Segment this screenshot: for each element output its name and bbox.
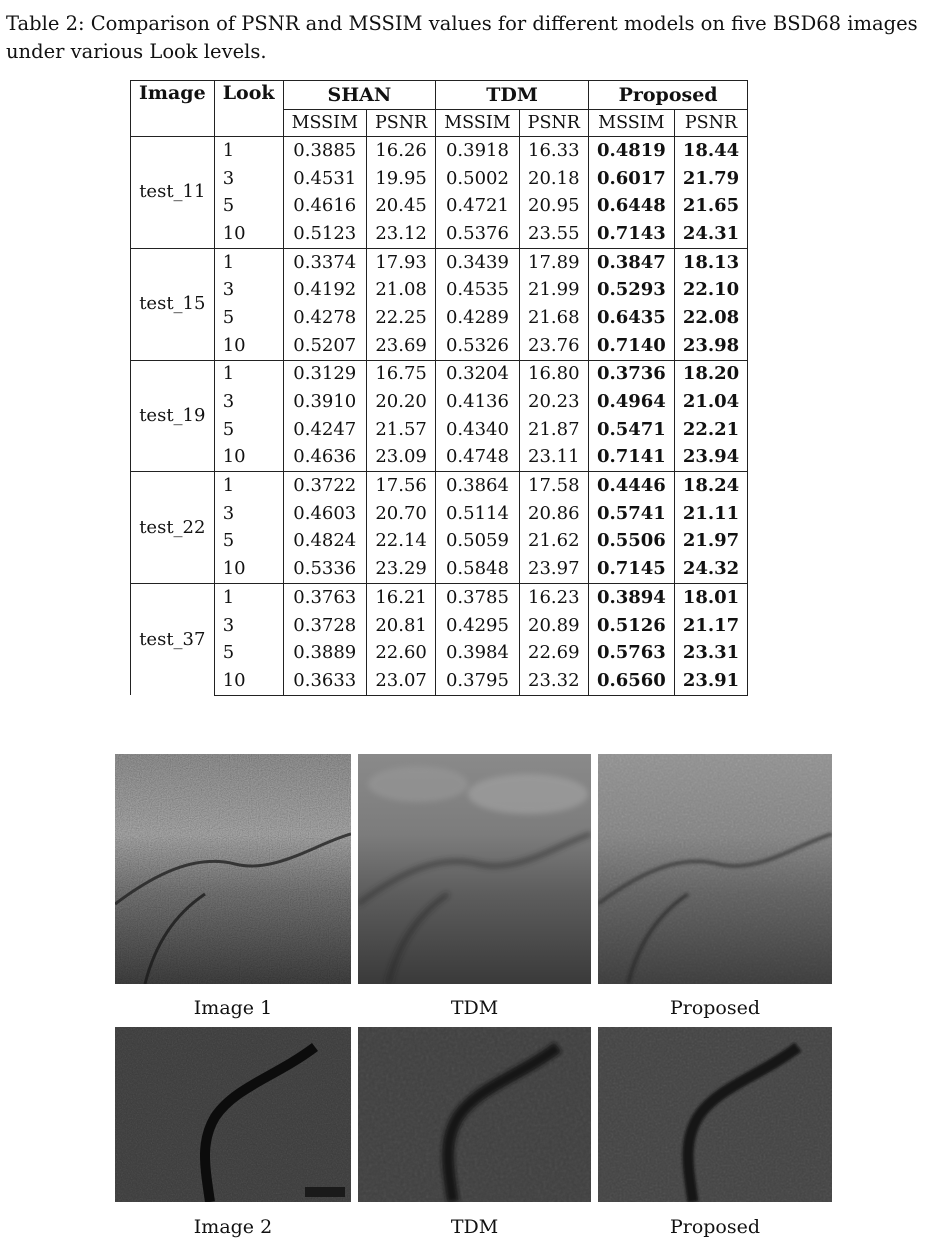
look-cell: 10 (214, 332, 283, 360)
value-cell: 16.26 (366, 137, 435, 165)
value-cell: 0.5376 (436, 220, 519, 248)
value-cell: 0.4278 (283, 304, 366, 332)
value-cell: 16.75 (366, 360, 435, 388)
value-cell: 20.20 (366, 388, 435, 416)
value-cell: 0.4636 (283, 444, 366, 472)
value-cell: 0.5741 (588, 500, 674, 528)
table-row (131, 332, 748, 360)
table-group (131, 472, 748, 584)
value-cell: 0.3763 (283, 584, 366, 612)
look-cell: 1 (214, 137, 283, 165)
value-cell: 21.65 (674, 192, 747, 220)
look-cell: 10 (214, 220, 283, 248)
value-cell: 18.20 (674, 360, 747, 388)
value-cell: 18.24 (674, 472, 747, 500)
table-caption: Table 2: Comparison of PSNR and MSSIM values for different models on five BSD68 images under various Look levels. (6, 12, 918, 63)
subheader-shan-psnr: PSNR (366, 110, 435, 137)
header-image: Image (131, 81, 215, 137)
table-group (131, 584, 748, 696)
figure-label-proposed-1: Proposed (669, 997, 761, 1019)
value-cell: 0.3889 (283, 639, 366, 667)
value-cell: 0.4964 (588, 388, 674, 416)
value-cell: 23.07 (366, 667, 435, 695)
table-row (131, 639, 748, 667)
subheader-proposed-psnr: PSNR (674, 110, 747, 137)
value-cell: 18.44 (674, 137, 747, 165)
value-cell: 0.7141 (588, 444, 674, 472)
value-cell: 0.4247 (283, 416, 366, 444)
value-cell: 20.95 (519, 192, 588, 220)
value-cell: 0.5059 (436, 528, 519, 556)
value-cell: 22.60 (366, 639, 435, 667)
value-cell: 22.69 (519, 639, 588, 667)
value-cell: 0.3910 (283, 388, 366, 416)
look-cell: 10 (214, 555, 283, 583)
value-cell: 23.98 (674, 332, 747, 360)
subheader-shan-mssim: MSSIM (283, 110, 366, 137)
value-cell: 23.69 (366, 332, 435, 360)
value-cell: 20.18 (519, 165, 588, 193)
value-cell: 23.32 (519, 667, 588, 695)
value-cell: 0.5336 (283, 555, 366, 583)
value-cell: 0.3795 (436, 667, 519, 695)
image-1-noisy-photo (115, 754, 351, 984)
value-cell: 20.86 (519, 500, 588, 528)
value-cell: 22.08 (674, 304, 747, 332)
value-cell: 0.3728 (283, 612, 366, 640)
value-cell: 16.23 (519, 584, 588, 612)
value-cell: 18.01 (674, 584, 747, 612)
figure-label-image-1: Image 1 (193, 997, 273, 1019)
header-group-proposed: Proposed (588, 81, 747, 110)
look-cell: 3 (214, 276, 283, 304)
value-cell: 24.32 (674, 555, 747, 583)
value-cell: 21.99 (519, 276, 588, 304)
value-cell: 0.4192 (283, 276, 366, 304)
value-cell: 22.14 (366, 528, 435, 556)
subheader-tdm-mssim: MSSIM (436, 110, 519, 137)
subheader-tdm-psnr: PSNR (519, 110, 588, 137)
table-row (131, 137, 748, 165)
value-cell: 23.09 (366, 444, 435, 472)
look-cell: 1 (214, 248, 283, 276)
value-cell: 19.95 (366, 165, 435, 193)
value-cell: 0.3129 (283, 360, 366, 388)
value-cell: 0.3847 (588, 248, 674, 276)
value-cell: 0.3633 (283, 667, 366, 695)
header-group-shan: SHAN (283, 81, 436, 110)
value-cell: 0.5506 (588, 528, 674, 556)
figure-label-tdm-1: TDM (450, 997, 499, 1019)
look-cell: 3 (214, 612, 283, 640)
value-cell: 21.68 (519, 304, 588, 332)
value-cell: 21.11 (674, 500, 747, 528)
value-cell: 0.5471 (588, 416, 674, 444)
value-cell: 23.91 (674, 667, 747, 695)
value-cell: 20.23 (519, 388, 588, 416)
value-cell: 23.12 (366, 220, 435, 248)
value-cell: 0.3918 (436, 137, 519, 165)
table-row (131, 304, 748, 332)
table-row (131, 555, 748, 583)
table-row (131, 667, 748, 695)
look-cell: 1 (214, 360, 283, 388)
value-cell: 0.3864 (436, 472, 519, 500)
table-group (131, 248, 748, 360)
table-row (131, 528, 748, 556)
value-cell: 21.17 (674, 612, 747, 640)
value-cell: 16.80 (519, 360, 588, 388)
value-cell: 0.5848 (436, 555, 519, 583)
value-cell: 0.5002 (436, 165, 519, 193)
look-cell: 10 (214, 667, 283, 695)
value-cell: 0.4289 (436, 304, 519, 332)
table-group (131, 137, 748, 249)
look-cell: 5 (214, 304, 283, 332)
value-cell: 20.89 (519, 612, 588, 640)
subheader-proposed-mssim: MSSIM (588, 110, 674, 137)
image-name-cell: test_19 (131, 360, 215, 472)
value-cell: 0.4136 (436, 388, 519, 416)
value-cell: 0.3894 (588, 584, 674, 612)
image-2-noisy-photo (115, 1027, 351, 1202)
value-cell: 0.6017 (588, 165, 674, 193)
value-cell: 0.4295 (436, 612, 519, 640)
value-cell: 0.6435 (588, 304, 674, 332)
figure-label-tdm-2: TDM (450, 1216, 499, 1238)
value-cell: 21.57 (366, 416, 435, 444)
table-row (131, 416, 748, 444)
value-cell: 21.87 (519, 416, 588, 444)
figure-label-image-2: Image 2 (193, 1216, 273, 1238)
value-cell: 21.62 (519, 528, 588, 556)
value-cell: 0.4616 (283, 192, 366, 220)
table-row (131, 220, 748, 248)
value-cell: 0.4824 (283, 528, 366, 556)
image-name-cell: test_22 (131, 472, 215, 584)
table-group (131, 360, 748, 472)
value-cell: 0.7140 (588, 332, 674, 360)
value-cell: 23.97 (519, 555, 588, 583)
table-row (131, 360, 748, 388)
value-cell: 0.4603 (283, 500, 366, 528)
look-cell: 3 (214, 388, 283, 416)
value-cell: 0.6448 (588, 192, 674, 220)
table-row (131, 444, 748, 472)
value-cell: 0.3736 (588, 360, 674, 388)
look-cell: 5 (214, 639, 283, 667)
value-cell: 0.7145 (588, 555, 674, 583)
value-cell: 0.5293 (588, 276, 674, 304)
value-cell: 0.4721 (436, 192, 519, 220)
value-cell: 0.4535 (436, 276, 519, 304)
table-row (131, 192, 748, 220)
value-cell: 18.13 (674, 248, 747, 276)
value-cell: 16.33 (519, 137, 588, 165)
value-cell: 17.93 (366, 248, 435, 276)
value-cell: 20.70 (366, 500, 435, 528)
table-row (131, 248, 748, 276)
value-cell: 0.3984 (436, 639, 519, 667)
look-cell: 5 (214, 416, 283, 444)
look-cell: 5 (214, 192, 283, 220)
value-cell: 24.31 (674, 220, 747, 248)
value-cell: 21.08 (366, 276, 435, 304)
value-cell: 23.94 (674, 444, 747, 472)
value-cell: 0.3439 (436, 248, 519, 276)
value-cell: 0.4819 (588, 137, 674, 165)
header-look: Look (214, 81, 283, 137)
image-2-tdm-photo (358, 1027, 591, 1202)
value-cell: 20.81 (366, 612, 435, 640)
table-row (131, 165, 748, 193)
value-cell: 21.04 (674, 388, 747, 416)
value-cell: 17.89 (519, 248, 588, 276)
image-name-cell: test_37 (131, 584, 215, 696)
value-cell: 0.5326 (436, 332, 519, 360)
value-cell: 0.3374 (283, 248, 366, 276)
table-row (131, 276, 748, 304)
value-cell: 17.56 (366, 472, 435, 500)
look-cell: 3 (214, 500, 283, 528)
figure-label-proposed-2: Proposed (669, 1216, 761, 1238)
value-cell: 0.4531 (283, 165, 366, 193)
value-cell: 0.4748 (436, 444, 519, 472)
value-cell: 21.97 (674, 528, 747, 556)
value-cell: 21.79 (674, 165, 747, 193)
value-cell: 0.3722 (283, 472, 366, 500)
look-cell: 1 (214, 584, 283, 612)
value-cell: 0.5763 (588, 639, 674, 667)
image-2-proposed-photo (598, 1027, 832, 1202)
table-row (131, 500, 748, 528)
image-name-cell: test_11 (131, 137, 215, 249)
table-row (131, 472, 748, 500)
value-cell: 23.29 (366, 555, 435, 583)
value-cell: 22.25 (366, 304, 435, 332)
value-cell: 0.5123 (283, 220, 366, 248)
value-cell: 0.7143 (588, 220, 674, 248)
table-row (131, 612, 748, 640)
look-cell: 1 (214, 472, 283, 500)
header-group-tdm: TDM (436, 81, 589, 110)
value-cell: 16.21 (366, 584, 435, 612)
look-cell: 3 (214, 165, 283, 193)
value-cell: 22.10 (674, 276, 747, 304)
value-cell: 0.5207 (283, 332, 366, 360)
table-row (131, 388, 748, 416)
image-name-cell: test_15 (131, 248, 215, 360)
table-row (131, 584, 748, 612)
value-cell: 0.3785 (436, 584, 519, 612)
value-cell: 0.5114 (436, 500, 519, 528)
results-table (130, 80, 748, 696)
value-cell: 0.3885 (283, 137, 366, 165)
value-cell: 0.5126 (588, 612, 674, 640)
value-cell: 23.31 (674, 639, 747, 667)
value-cell: 22.21 (674, 416, 747, 444)
value-cell: 23.55 (519, 220, 588, 248)
value-cell: 23.76 (519, 332, 588, 360)
look-cell: 5 (214, 528, 283, 556)
image-1-proposed-photo (598, 754, 832, 984)
image-1-tdm-photo (358, 754, 591, 984)
value-cell: 0.4340 (436, 416, 519, 444)
value-cell: 0.6560 (588, 667, 674, 695)
look-cell: 10 (214, 444, 283, 472)
value-cell: 20.45 (366, 192, 435, 220)
value-cell: 0.3204 (436, 360, 519, 388)
value-cell: 0.4446 (588, 472, 674, 500)
value-cell: 23.11 (519, 444, 588, 472)
value-cell: 17.58 (519, 472, 588, 500)
